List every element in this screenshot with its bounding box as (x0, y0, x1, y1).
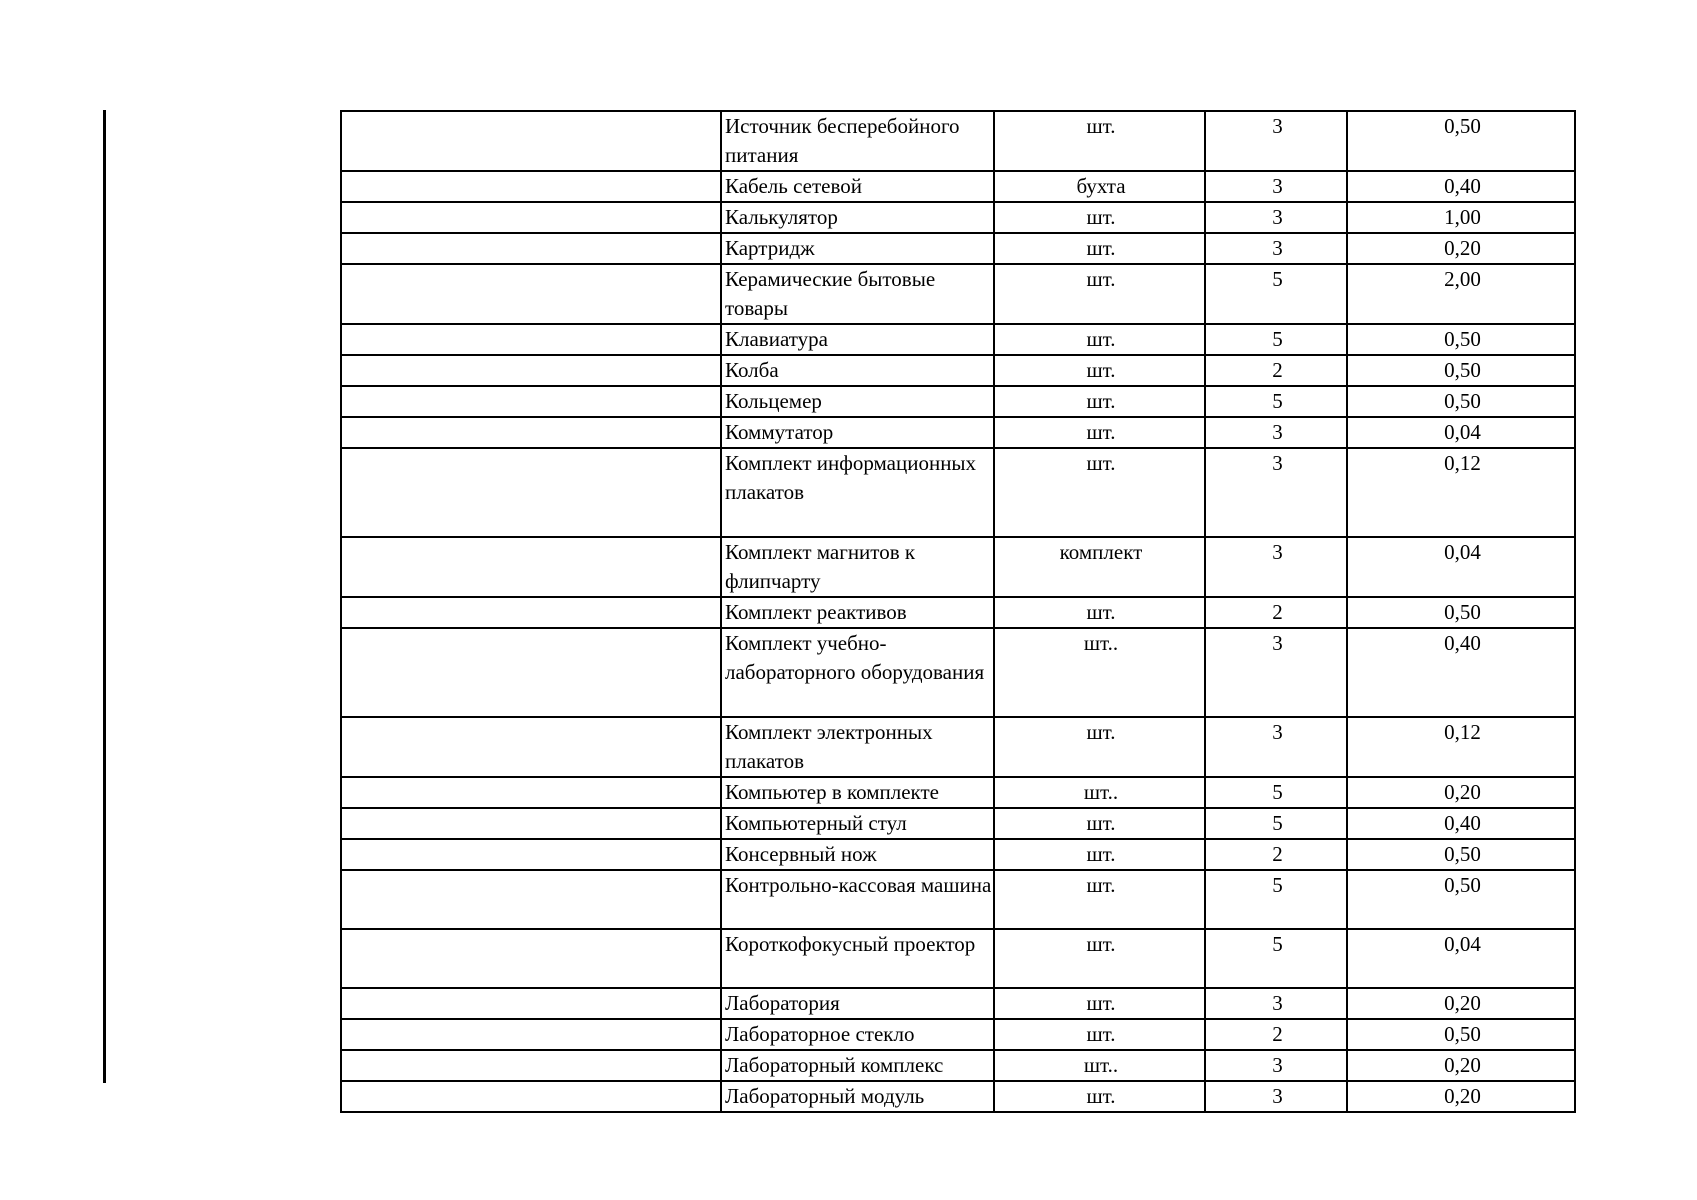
item-unit-cell: шт. (994, 448, 1205, 537)
item-name-cell: Комплект учебно-лабораторного оборудования (721, 628, 994, 717)
empty-cell (341, 839, 721, 870)
item-value-cell: 0,50 (1347, 839, 1575, 870)
table-row (341, 202, 1575, 233)
empty-cell (341, 929, 721, 988)
table-row (341, 597, 1575, 628)
table-row (341, 717, 1575, 777)
table-row (341, 777, 1575, 808)
item-value-cell: 0,20 (1347, 233, 1575, 264)
table-row (341, 988, 1575, 1019)
item-qty-cell: 3 (1205, 1050, 1347, 1081)
table-row (341, 537, 1575, 597)
table-row (341, 264, 1575, 324)
item-qty-cell: 3 (1205, 448, 1347, 537)
empty-cell (341, 537, 721, 597)
empty-cell (341, 628, 721, 717)
table-row (341, 839, 1575, 870)
empty-cell (341, 202, 721, 233)
item-name-cell: Керамические бытовые товары (721, 264, 994, 324)
item-name-cell: Комплект информационных плакатов (721, 448, 994, 537)
item-unit-cell: шт.. (994, 1050, 1205, 1081)
item-qty-cell: 3 (1205, 537, 1347, 597)
item-name-cell: Лабораторный комплекс (721, 1050, 994, 1081)
table-row (341, 1050, 1575, 1081)
item-qty-cell: 3 (1205, 111, 1347, 171)
table-row (341, 386, 1575, 417)
empty-cell (341, 988, 721, 1019)
item-unit-cell: шт. (994, 717, 1205, 777)
item-qty-cell: 2 (1205, 839, 1347, 870)
item-unit-cell: шт. (994, 870, 1205, 929)
item-qty-cell: 2 (1205, 1019, 1347, 1050)
item-qty-cell: 5 (1205, 929, 1347, 988)
item-unit-cell: шт. (994, 1081, 1205, 1112)
item-unit-cell: шт. (994, 355, 1205, 386)
empty-cell (341, 597, 721, 628)
empty-cell (341, 1050, 721, 1081)
item-name-cell: Компьютер в комплекте (721, 777, 994, 808)
item-name-cell: Комплект реактивов (721, 597, 994, 628)
table-row (341, 233, 1575, 264)
item-qty-cell: 3 (1205, 717, 1347, 777)
item-qty-cell: 3 (1205, 988, 1347, 1019)
item-name-cell: Лаборатория (721, 988, 994, 1019)
empty-cell (341, 870, 721, 929)
item-unit-cell: шт. (994, 808, 1205, 839)
item-unit-cell: шт. (994, 324, 1205, 355)
empty-cell (341, 717, 721, 777)
table-row (341, 324, 1575, 355)
item-name-cell: Лабораторный модуль (721, 1081, 994, 1112)
item-unit-cell: шт.. (994, 628, 1205, 717)
empty-cell (341, 448, 721, 537)
item-name-cell: Клавиатура (721, 324, 994, 355)
empty-cell (341, 324, 721, 355)
item-value-cell: 1,00 (1347, 202, 1575, 233)
item-qty-cell: 3 (1205, 1081, 1347, 1112)
item-name-cell: Коммутатор (721, 417, 994, 448)
item-name-cell: Кольцемер (721, 386, 994, 417)
item-value-cell: 0,04 (1347, 417, 1575, 448)
item-value-cell: 0,12 (1347, 448, 1575, 537)
item-name-cell: Контрольно-кассовая машина (721, 870, 994, 929)
table-row (341, 448, 1575, 537)
item-unit-cell: шт. (994, 417, 1205, 448)
item-value-cell: 0,40 (1347, 171, 1575, 202)
table-row (341, 628, 1575, 717)
item-name-cell: Лабораторное стекло (721, 1019, 994, 1050)
item-unit-cell: шт. (994, 233, 1205, 264)
item-qty-cell: 5 (1205, 777, 1347, 808)
empty-cell (341, 386, 721, 417)
item-unit-cell: шт. (994, 988, 1205, 1019)
item-unit-cell: комплект (994, 537, 1205, 597)
item-value-cell: 0,50 (1347, 386, 1575, 417)
table-row (341, 355, 1575, 386)
item-value-cell: 0,04 (1347, 929, 1575, 988)
item-name-cell: Комплект магнитов к флипчарту (721, 537, 994, 597)
item-value-cell: 0,40 (1347, 808, 1575, 839)
item-unit-cell: шт. (994, 1019, 1205, 1050)
item-qty-cell: 5 (1205, 386, 1347, 417)
item-value-cell: 0,50 (1347, 355, 1575, 386)
item-name-cell: Колба (721, 355, 994, 386)
items-table (340, 110, 1576, 1113)
table-row (341, 417, 1575, 448)
item-unit-cell: шт.. (994, 777, 1205, 808)
item-unit-cell: шт. (994, 111, 1205, 171)
empty-cell (341, 808, 721, 839)
table-row (341, 171, 1575, 202)
item-value-cell: 0,20 (1347, 777, 1575, 808)
item-unit-cell: бухта (994, 171, 1205, 202)
empty-cell (341, 777, 721, 808)
empty-cell (341, 417, 721, 448)
item-value-cell: 0,50 (1347, 1019, 1575, 1050)
item-value-cell: 0,12 (1347, 717, 1575, 777)
item-name-cell: Кабель сетевой (721, 171, 994, 202)
table-row (341, 1019, 1575, 1050)
table-row (341, 1081, 1575, 1112)
item-value-cell: 0,20 (1347, 988, 1575, 1019)
item-qty-cell: 5 (1205, 264, 1347, 324)
table-row (341, 870, 1575, 929)
item-value-cell: 0,50 (1347, 597, 1575, 628)
table-body (341, 111, 1575, 1112)
table-row (341, 808, 1575, 839)
item-qty-cell: 3 (1205, 233, 1347, 264)
table-row (341, 111, 1575, 171)
item-qty-cell: 3 (1205, 202, 1347, 233)
empty-cell (341, 1081, 721, 1112)
item-qty-cell: 5 (1205, 870, 1347, 929)
page-margin-line (103, 110, 106, 1083)
item-name-cell: Комплект электронных плакатов (721, 717, 994, 777)
item-qty-cell: 2 (1205, 597, 1347, 628)
item-value-cell: 0,20 (1347, 1081, 1575, 1112)
item-value-cell: 0,20 (1347, 1050, 1575, 1081)
empty-cell (341, 1019, 721, 1050)
item-name-cell: Короткофокусный проектор (721, 929, 994, 988)
item-unit-cell: шт. (994, 264, 1205, 324)
empty-cell (341, 171, 721, 202)
item-value-cell: 2,00 (1347, 264, 1575, 324)
item-name-cell: Калькулятор (721, 202, 994, 233)
empty-cell (341, 233, 721, 264)
empty-cell (341, 264, 721, 324)
item-unit-cell: шт. (994, 929, 1205, 988)
table-row (341, 929, 1575, 988)
item-value-cell: 0,04 (1347, 537, 1575, 597)
item-unit-cell: шт. (994, 597, 1205, 628)
item-name-cell: Консервный нож (721, 839, 994, 870)
item-value-cell: 0,50 (1347, 111, 1575, 171)
item-qty-cell: 3 (1205, 628, 1347, 717)
item-unit-cell: шт. (994, 202, 1205, 233)
item-name-cell: Источник бесперебойного питания (721, 111, 994, 171)
item-qty-cell: 3 (1205, 171, 1347, 202)
item-name-cell: Компьютерный стул (721, 808, 994, 839)
item-value-cell: 0,40 (1347, 628, 1575, 717)
item-qty-cell: 3 (1205, 417, 1347, 448)
empty-cell (341, 355, 721, 386)
empty-cell (341, 111, 721, 171)
item-value-cell: 0,50 (1347, 870, 1575, 929)
item-qty-cell: 5 (1205, 808, 1347, 839)
item-qty-cell: 2 (1205, 355, 1347, 386)
item-qty-cell: 5 (1205, 324, 1347, 355)
item-name-cell: Картридж (721, 233, 994, 264)
item-unit-cell: шт. (994, 839, 1205, 870)
item-value-cell: 0,50 (1347, 324, 1575, 355)
item-unit-cell: шт. (994, 386, 1205, 417)
